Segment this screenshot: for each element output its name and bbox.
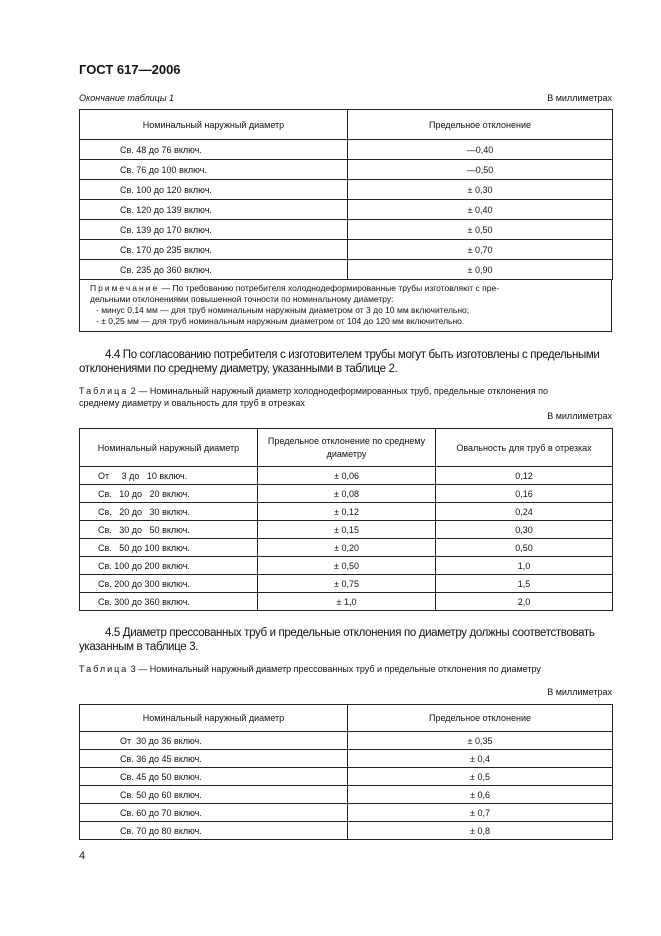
paragraph-4-5 — [79, 626, 619, 654]
table-cell: От 3 до 10 включ. — [80, 467, 258, 485]
table-cell: ± 0,75 — [258, 575, 436, 593]
table-cell: Св. 139 до 170 включ. — [80, 220, 348, 240]
table-row — [80, 240, 613, 260]
note-line — [90, 283, 605, 294]
table-cell: Св. 50 до 60 включ. — [80, 786, 348, 804]
table-cell: 1,5 — [436, 575, 613, 593]
page-number: 4 — [79, 850, 86, 862]
table3-header-cell: Номинальный наружный диаметр — [80, 705, 348, 732]
table-cell: Св. 170 до 235 включ. — [80, 240, 348, 260]
table2-units: В миллиметрах — [547, 411, 612, 421]
caption-label: Таблица — [79, 664, 129, 674]
table-cell: ± 0,8 — [348, 822, 613, 840]
table-cell: Св. 76 до 100 включ. — [80, 160, 348, 180]
table2-header-cell — [258, 429, 436, 467]
table-cell: 2,0 — [436, 593, 613, 611]
table-cell: ± 0,08 — [258, 485, 436, 503]
table-cell: 0,12 — [436, 467, 613, 485]
note-label: Примечание — [90, 283, 160, 293]
table-cell: ± 0,90 — [348, 260, 613, 280]
table-row — [80, 804, 613, 822]
table3-header-cell: Предельное отклонение — [348, 705, 613, 732]
paragraph-4-4 — [79, 348, 619, 376]
table-cell: ± 0,30 — [348, 180, 613, 200]
table-cell: ± 0,7 — [348, 804, 613, 822]
table-row — [80, 160, 613, 180]
table-row — [80, 485, 613, 503]
table-cell: Св. 30 до 50 включ. — [80, 521, 258, 539]
table1 — [79, 109, 613, 280]
table-row — [80, 220, 613, 240]
table-cell: ± 0,4 — [348, 750, 613, 768]
table-cell: ± 0,35 — [348, 732, 613, 750]
table-row — [80, 180, 613, 200]
table-row — [80, 521, 613, 539]
table1-units: В миллиметрах — [547, 93, 612, 103]
table-cell: ± 0,5 — [348, 768, 613, 786]
table-row — [80, 260, 613, 280]
table-cell: Св. 10 до 20 включ. — [80, 485, 258, 503]
table3 — [79, 704, 613, 840]
table-cell: Св. 120 до 139 включ. — [80, 200, 348, 220]
table3-caption — [79, 663, 619, 675]
caption-text: 3 — Номинальный наружный диаметр прессованных труб и предельные отклонения по диаметру — [128, 664, 541, 674]
paragraph-line: 4.5 Диаметр прессованных труб и предельные отклонения по диаметру должны соответствовать — [105, 627, 595, 639]
table-cell: 0,50 — [436, 539, 613, 557]
table-row — [80, 467, 613, 485]
table-cell: Св. 50 до 100 включ. — [80, 539, 258, 557]
table2-caption — [79, 385, 619, 409]
header-line: Предельное отклонение по среднему — [267, 435, 426, 446]
table1-header-cell: Предельное отклонение — [348, 110, 613, 140]
table-row — [80, 200, 613, 220]
table-row — [80, 786, 613, 804]
paragraph-line: указанным в таблице 3. — [79, 641, 199, 653]
table3-units: В миллиметрах — [547, 687, 612, 697]
table-cell: ± 0,6 — [348, 786, 613, 804]
table-cell: Св. 45 до 50 включ. — [80, 768, 348, 786]
table-cell: Св. 70 до 80 включ. — [80, 822, 348, 840]
caption-num: 2 — [128, 386, 136, 396]
table-row — [80, 503, 613, 521]
table-cell: Св. 300 до 360 включ. — [80, 593, 258, 611]
paragraph-line: отклонениями по среднему диаметру, указанными в таблице 2. — [79, 363, 398, 375]
caption-line: среднему диаметру и овальность для труб в отрезках — [79, 398, 305, 408]
table-cell: ± 0,06 — [258, 467, 436, 485]
table3-header-row — [80, 705, 613, 732]
table-cell: 1,0 — [436, 557, 613, 575]
table-cell: ± 1,0 — [258, 593, 436, 611]
table-cell: Св. 48 до 76 включ. — [80, 140, 348, 160]
table2-header-cell: Номинальный наружный диаметр — [80, 429, 258, 467]
table-row — [80, 557, 613, 575]
table-cell: ± 0,50 — [348, 220, 613, 240]
table-cell: 0,16 — [436, 485, 613, 503]
table-row — [80, 539, 613, 557]
table-cell: ± 0,40 — [348, 200, 613, 220]
table-row — [80, 822, 613, 840]
table-cell: 0,24 — [436, 503, 613, 521]
table-cell: Св. 20 до 30 включ. — [80, 503, 258, 521]
table2 — [79, 428, 613, 611]
table-cell: Св. 60 до 70 включ. — [80, 804, 348, 822]
table-cell: ± 0,12 — [258, 503, 436, 521]
table-row — [80, 140, 613, 160]
table-cell: ± 0,20 — [258, 539, 436, 557]
table-cell: Св. 100 до 200 включ. — [80, 557, 258, 575]
note-line: дельными отклонениями повышенной точности по номинальному диаметру: — [90, 294, 394, 304]
table-cell: ± 0,50 — [258, 557, 436, 575]
paragraph-line: 4.4 По согласованию потребителя с изготовителем трубы могут быть изготовлены с предельными — [105, 349, 600, 361]
note-text: — По требованию потребителя холоднодеформированные трубы изготовляют с пре- — [159, 283, 500, 293]
table1-header-cell: Номинальный наружный диаметр — [80, 110, 348, 140]
note-line: - минус 0,14 мм — для труб номинальным наружным диаметром от 3 до 10 мм включительно; — [96, 305, 470, 315]
table-cell: —0,40 — [348, 140, 613, 160]
table-cell: Св. 100 до 120 включ. — [80, 180, 348, 200]
table1-caption: Окончание таблицы 1 — [79, 93, 174, 103]
caption-text: — Номинальный наружный диаметр холоднодеформированных труб, предельные отклонения по — [135, 386, 548, 396]
table1-header-row — [80, 110, 613, 140]
table-cell: Св. 200 до 300 включ. — [80, 575, 258, 593]
table-row — [80, 768, 613, 786]
header-line: диаметру — [326, 448, 367, 459]
table-row — [80, 575, 613, 593]
table-cell: ± 0,70 — [348, 240, 613, 260]
table-row — [80, 750, 613, 768]
table2-header-cell: Овальность для труб в отрезках — [436, 429, 613, 467]
table-cell: Св. 36 до 45 включ. — [80, 750, 348, 768]
table-cell: ± 0,15 — [258, 521, 436, 539]
document-header: ГОСТ 617—2006 — [79, 62, 181, 77]
table-row — [80, 732, 613, 750]
table-cell: Св. 235 до 360 включ. — [80, 260, 348, 280]
table-cell: От 30 до 36 включ. — [80, 732, 348, 750]
note-line: - ± 0,25 мм — для труб номинальным наружным диаметром от 104 до 120 мм включительно. — [96, 316, 465, 326]
table-cell: —0,50 — [348, 160, 613, 180]
table-cell: 0,30 — [436, 521, 613, 539]
caption-label: Таблица — [79, 386, 129, 396]
table-row — [80, 593, 613, 611]
table1-note — [79, 279, 612, 332]
table2-header-row — [80, 429, 613, 467]
